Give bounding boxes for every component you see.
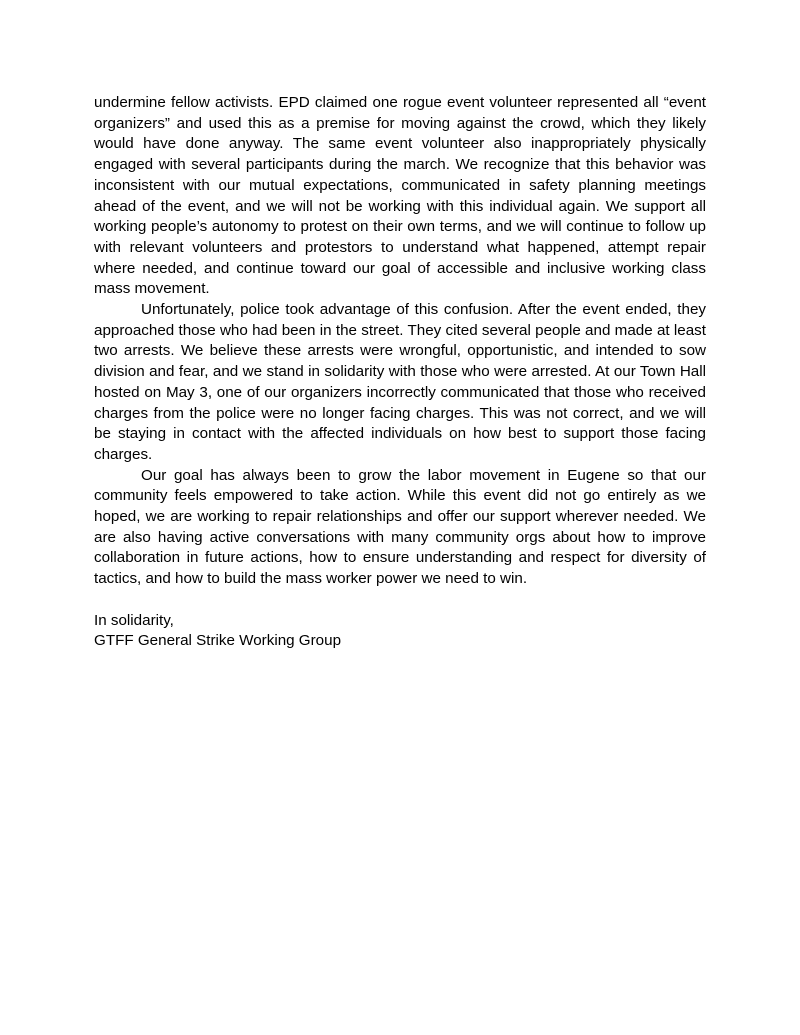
signoff-block [94, 611, 706, 652]
paragraph-police: Unfortunately, police took advantage of this confusion. After the event ended, they approached those who had been in the street. They cited several people and made at least two arrests. We believe these arrests were wrongful, opportunistic, and intended to sow division and fear, and we stand in solidarity with those who were arrested. At our Town Hall hosted on May 3, one of our organizers incorrectly communicated that those who received charges from the police were no longer facing charges. This was not correct, and we will be staying in contact with the affected individuals on how best to support those facing charges. [94, 301, 706, 463]
paragraph-goal: Our goal has always been to grow the labor movement in Eugene so that our community feels empowered to take action. While this event did not go entirely as we hoped, we are working to repair relationships and offer our support wherever needed. We are also having active conversations with many community orgs about how to improve collaboration in future actions, how to ensure understanding and respect for diversity of tactics, and how to build the mass worker power we need to win. [94, 466, 706, 588]
paragraph-continued: undermine fellow activists. EPD claimed one rogue event volunteer represented all “event organizers” and used this as a premise for moving against the crowd, which they likely would have done anyway. The same event volunteer also inappropriately physically engaged with several participants during the march. We recognize that this behavior was inconsistent with our mutual expectations, communicated in safety planning meetings ahead of the event, and we will not be working with this individual again. We support all working people’s autonomy to protest on their own terms, and we will continue to follow up with relevant volunteers and protestors to understand what happened, attempt repair where needed, and continue toward our goal of accessible and inclusive working class mass movement. [94, 94, 706, 298]
document-page [94, 93, 706, 652]
closing-line: In solidarity, [94, 611, 174, 629]
signature-line: GTFF General Strike Working Group [94, 632, 342, 650]
